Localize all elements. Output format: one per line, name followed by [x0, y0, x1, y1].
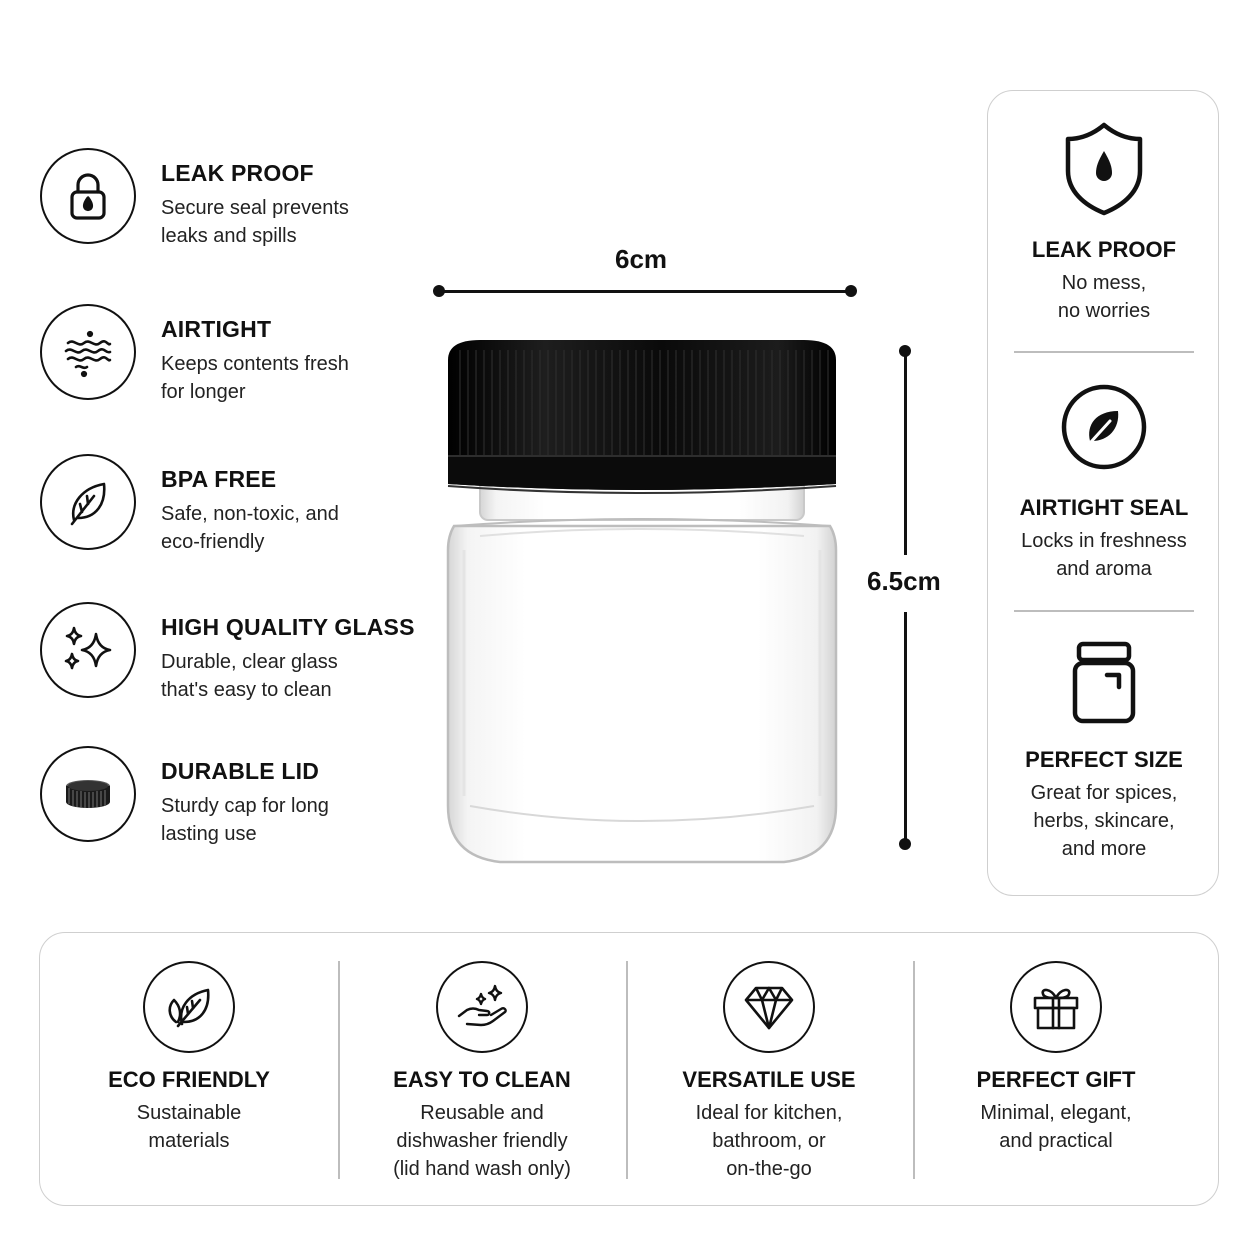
shield-drop-icon [988, 121, 1220, 217]
height-label: 6.5cm [867, 566, 941, 596]
gift-icon [1010, 961, 1102, 1053]
feature-desc: Durable, clear glass that's easy to clean [161, 651, 338, 701]
height-line-bottom [904, 612, 907, 844]
right-feature-title: LEAK PROOF [1031, 237, 1177, 262]
bottom-feature-perfect-gift [913, 933, 1199, 1205]
width-line-end [845, 285, 857, 297]
cap-icon [40, 746, 136, 842]
sparkles-icon [40, 602, 136, 698]
width-label: 6cm [615, 244, 668, 274]
feature-desc: Sturdy cap for long lasting use [161, 795, 329, 845]
bottom-feature-versatile-use [626, 933, 912, 1205]
feature-bpa-free [40, 454, 440, 554]
bottom-feature-desc: Sustainable materials [136, 1102, 242, 1152]
feature-airtight [40, 304, 440, 404]
jar-icon [988, 641, 1220, 725]
glass-jar-image [440, 336, 844, 870]
right-feature-airtight-seal [988, 383, 1220, 583]
feature-title: DURABLE LID [161, 758, 320, 784]
right-feature-desc: Locks in freshness and aroma [1021, 530, 1187, 580]
bottom-feature-desc: Reusable and dishwasher friendly (lid hand wash only) [393, 1102, 571, 1180]
feature-title: HIGH QUALITY GLASS [161, 614, 415, 640]
bottom-feature-title: VERSATILE USE [682, 1067, 856, 1092]
height-line-top [904, 350, 907, 555]
width-line [438, 290, 850, 293]
feature-title: LEAK PROOF [161, 160, 314, 186]
bottom-feature-panel [39, 932, 1219, 1206]
bottom-feature-title: ECO FRIENDLY [108, 1067, 270, 1092]
height-line-end [899, 838, 911, 850]
leaf-circle-icon [988, 383, 1220, 471]
leaf-icon [40, 454, 136, 550]
right-feature-panel [987, 90, 1219, 896]
bottom-feature-desc: Ideal for kitchen, bathroom, or on-the-go [695, 1102, 843, 1180]
feature-title: BPA FREE [161, 466, 277, 492]
feature-title: AIRTIGHT [161, 316, 272, 342]
width-line-start [433, 285, 445, 297]
air-waves-icon [40, 304, 136, 400]
bottom-feature-title: PERFECT GIFT [976, 1067, 1136, 1092]
hand-sparkle-icon [436, 961, 528, 1053]
lock-drop-icon [40, 148, 136, 244]
feature-leak-proof [40, 148, 440, 248]
leaves-icon [143, 961, 235, 1053]
right-feature-perfect-size [988, 641, 1220, 863]
right-feature-desc: Great for spices, herbs, skincare, and more [1030, 782, 1178, 860]
feature-desc: Secure seal prevents leaks and spills [161, 197, 349, 247]
height-line-start [899, 345, 911, 357]
feature-desc: Safe, non-toxic, and eco-friendly [161, 503, 339, 553]
bottom-feature-desc: Minimal, elegant, and practical [980, 1102, 1132, 1152]
feature-high-quality-glass [40, 602, 440, 702]
right-feature-title: PERFECT SIZE [1025, 747, 1183, 772]
feature-desc: Keeps contents fresh for longer [161, 353, 349, 403]
bottom-feature-easy-to-clean [339, 933, 625, 1205]
right-feature-desc: No mess, no worries [1057, 272, 1151, 322]
right-panel-divider [1014, 351, 1194, 353]
right-feature-leak-proof [988, 121, 1220, 325]
right-feature-title: AIRTIGHT SEAL [1019, 495, 1189, 520]
feature-durable-lid [40, 746, 440, 846]
bottom-feature-eco-friendly [46, 933, 332, 1205]
bottom-feature-title: EASY TO CLEAN [393, 1067, 571, 1092]
diamond-icon [723, 961, 815, 1053]
right-panel-divider [1014, 610, 1194, 612]
